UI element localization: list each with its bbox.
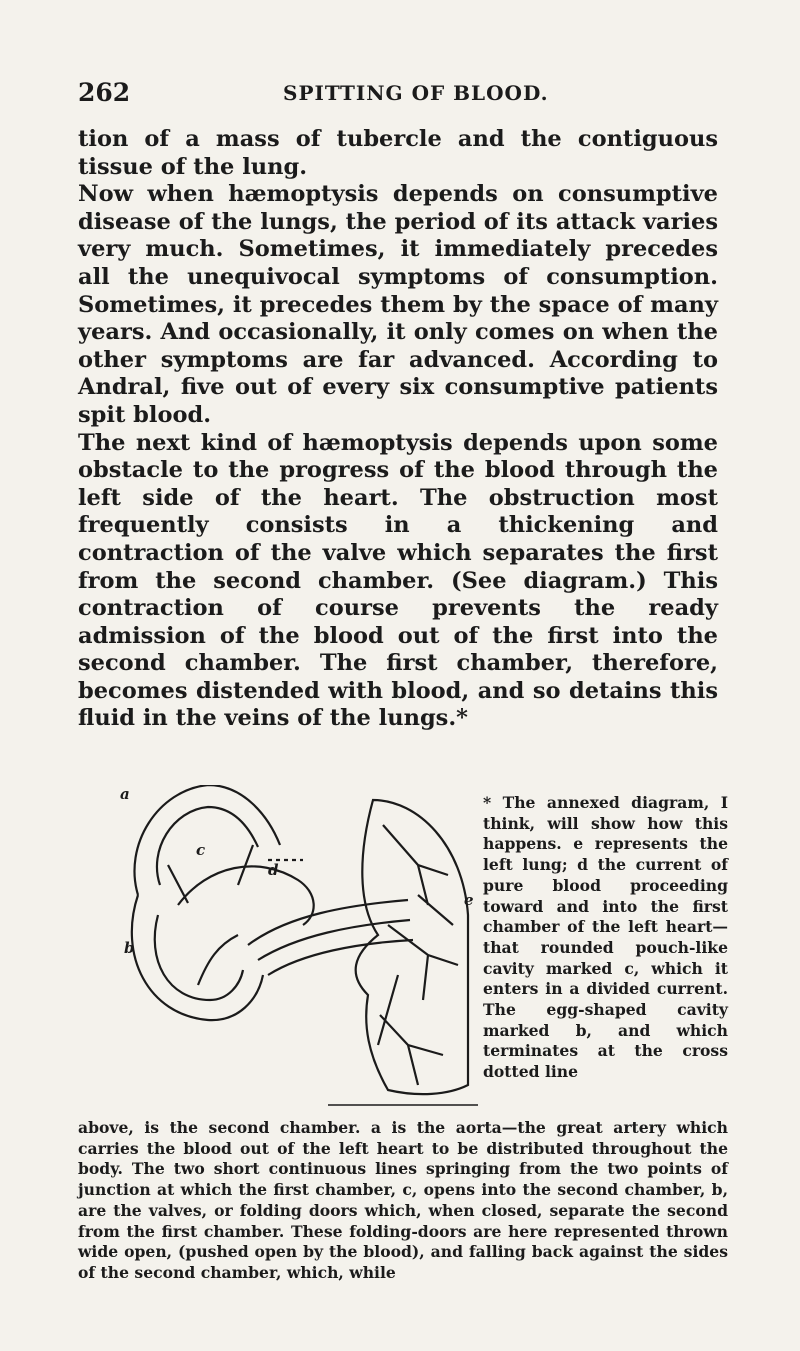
paragraph-heart-obstruction: The next kind of hæmoptysis depends upon some obstacle to the progress of the blood through the left side of the heart. The obstruction most frequently consists in a thickening and contraction of the valve which separates the first from the second chamber. (See diagram.) This contraction of course prevents the ready admission of the blood out of the first into the second chamber. The first chamber, therefore, becomes distended with blood, and so detains this fluid in the veins of the lungs.* [78,429,718,732]
pulmonary-vein-4 [198,935,238,985]
footnote-continued-text: above, is the second chamber. a is the aorta—the great artery which carries the blood out of the left heart to be distributed throughout the body. The two short continuous lines springing from the two points of junction at which the first chamber, c, opens into the second chamber, b, are the valves, or folding doors which, when closed, separate the second from the first chamber. These folding-doors are here represented thrown wide open, (pushed open by the blood), and falling back against the sides of the second chamber, which, while [78,1118,728,1282]
heart-diagram [118,785,488,1125]
lung-branch-2 [388,925,458,1000]
footnote-side-text: * The annexed diagram, I think, will show how this happens. e represents the left lung; d the current of pure blood proceeding toward and into the first chamber of the left heart—that rounded pouch-like cavity marked c, which it enters in a divided current. The egg-shaped cavity marked b, and which terminates at the cross dotted line [483,793,728,1082]
label-e: e [464,891,474,909]
lung-outline [356,800,468,1094]
paragraph-continuation: tion of a mass of tubercle and the contiguous tissue of the lung. [78,126,718,180]
valve-lines [168,845,253,903]
label-b: b [124,939,135,957]
lung-branch-4 [378,895,453,1045]
label-a: a [120,785,130,803]
footnote-side [483,793,728,1083]
first-chamber-outline [178,866,314,925]
paragraph-haemoptysis-period: Now when hæmoptysis depends on consumptive disease of the lungs, the period of its attack varies very much. Sometimes, it immediately precedes all the unequivocal symptoms of consumption. Sometimes, it precedes them by the space of many years. And occasionally, it only comes on when the other symptoms are far advanced. According to Andral, five out of every six consumptive patients spit blood. [78,181,718,428]
label-c: c [196,841,206,859]
second-chamber-inner [155,915,243,1000]
lung-branch-3 [380,1015,443,1085]
footnote-continued [78,1118,728,1284]
label-d: d [268,861,279,879]
heart-diagram-drawing [118,785,488,1125]
page-number: 262 [78,78,131,107]
lung-branch-1 [383,825,448,905]
body-text [78,126,718,733]
page-header [78,78,728,112]
second-chamber-outline [132,895,263,1020]
running-title: SPITTING OF BLOOD. [283,81,549,105]
